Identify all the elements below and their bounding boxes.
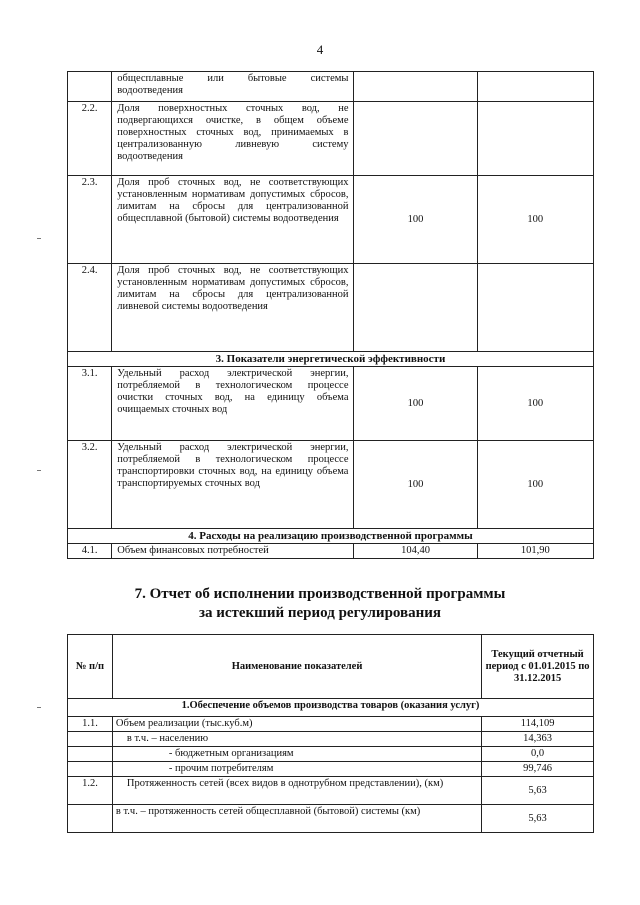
- row-name: Доля поверхностных сточных вод, не подвергающихся очистке, в общем объеме поверхностных сточных вод, принимаемых в централизованную ливневую систему водоотведения: [112, 102, 354, 176]
- section-row: [68, 352, 594, 367]
- row-value-plan: [354, 102, 477, 176]
- table-row: [68, 102, 594, 176]
- table-row: [68, 717, 594, 732]
- row-value-fact: 100: [477, 176, 593, 264]
- header-row: [68, 635, 594, 699]
- report-table: [67, 634, 594, 833]
- row-value: 99,746: [482, 762, 594, 777]
- row-number: 2.4.: [68, 264, 112, 352]
- row-value: 0,0: [482, 747, 594, 762]
- table-row: [68, 732, 594, 747]
- row-name: Объем реализации (тыс.куб.м): [112, 717, 481, 732]
- row-value: 5,63: [482, 805, 594, 833]
- row-value-fact: [477, 102, 593, 176]
- row-number: 2.2.: [68, 102, 112, 176]
- row-name: в т.ч. – населению: [112, 732, 481, 747]
- table-row: [68, 176, 594, 264]
- row-value-plan: 100: [354, 176, 477, 264]
- row-name: Протяженность сетей (всех видов в однотрубном представлении), (км): [112, 777, 481, 805]
- row-value-plan: [354, 264, 477, 352]
- section-row: [68, 529, 594, 544]
- row-value: 14,363: [482, 732, 594, 747]
- row-name: Объем финансовых потребностей: [112, 544, 354, 559]
- row-number: 4.1.: [68, 544, 112, 559]
- row-value-fact: 100: [477, 441, 593, 529]
- row-value-plan: [354, 72, 477, 102]
- row-name: Доля проб сточных вод, не соответствующих установленным нормативам допустимых сбросов, лимитам на сбросы для централизованной общесплавной (бытовой) системы водоотведения: [112, 176, 354, 264]
- col-header-name: Наименование показателей: [112, 635, 481, 699]
- section-heading: [0, 585, 640, 623]
- table-row: [68, 544, 594, 559]
- margin-mark: [37, 238, 41, 239]
- section-row: [68, 699, 594, 717]
- table-row: [68, 747, 594, 762]
- row-name: общесплавные или бытовые системы водоотведения: [112, 72, 354, 102]
- table-row: [68, 264, 594, 352]
- table-row: [68, 367, 594, 441]
- row-number: [68, 72, 112, 102]
- row-name: Удельный расход электрической энергии, потребляемой в технологическом процессе транспортировки сточных вод, на единицу объема транспортируемых сточных вод: [112, 441, 354, 529]
- row-number: 2.3.: [68, 176, 112, 264]
- table-row: [68, 777, 594, 805]
- col-header-period: Текущий отчетный период с 01.01.2015 по 31.12.2015: [482, 635, 594, 699]
- row-number: [68, 805, 113, 833]
- row-value-fact: 101,90: [477, 544, 593, 559]
- row-value-fact: 100: [477, 367, 593, 441]
- margin-mark: [37, 707, 41, 708]
- section-title: 1.Обеспечение объемов производства товаров (оказания услуг): [68, 699, 594, 717]
- row-number: [68, 747, 113, 762]
- row-value-plan: 100: [354, 441, 477, 529]
- heading-line-2: за истекший период регулирования: [198, 605, 442, 621]
- row-value: 114,109: [482, 717, 594, 732]
- row-number: 3.1.: [68, 367, 112, 441]
- heading-line-1: 7. Отчет об исполнении производственной программы: [134, 586, 506, 602]
- row-name: - бюджетным организациям: [112, 747, 481, 762]
- row-value-plan: 104,40: [354, 544, 477, 559]
- row-name: - прочим потребителям: [112, 762, 481, 777]
- margin-mark: [37, 470, 41, 471]
- row-number: 1.2.: [68, 777, 113, 805]
- row-value: 5,63: [482, 777, 594, 805]
- table-row: [68, 72, 594, 102]
- row-name: Доля проб сточных вод, не соответствующих установленным нормативам допустимых сбросов, лимитам на сбросы для централизованной ливневой системы водоотведения: [112, 264, 354, 352]
- col-header-num: № п/п: [68, 635, 113, 699]
- row-number: 1.1.: [68, 717, 113, 732]
- indicators-table: [67, 71, 594, 559]
- row-number: [68, 762, 113, 777]
- row-value-fact: [477, 264, 593, 352]
- section-title: 3. Показатели энергетической эффективности: [68, 352, 594, 367]
- row-value-fact: [477, 72, 593, 102]
- row-name: в т.ч. – протяженность сетей общесплавной (бытовой) системы (км): [112, 805, 481, 833]
- table-row: [68, 441, 594, 529]
- row-number: 3.2.: [68, 441, 112, 529]
- row-number: [68, 732, 113, 747]
- section-title: 4. Расходы на реализацию производственной программы: [68, 529, 594, 544]
- table-row: [68, 805, 594, 833]
- page-number: 4: [316, 42, 324, 57]
- table-row: [68, 762, 594, 777]
- row-name: Удельный расход электрической энергии, потребляемой в технологическом процессе очистки сточных вод, на единицу объема очищаемых сточных вод: [112, 367, 354, 441]
- row-value-plan: 100: [354, 367, 477, 441]
